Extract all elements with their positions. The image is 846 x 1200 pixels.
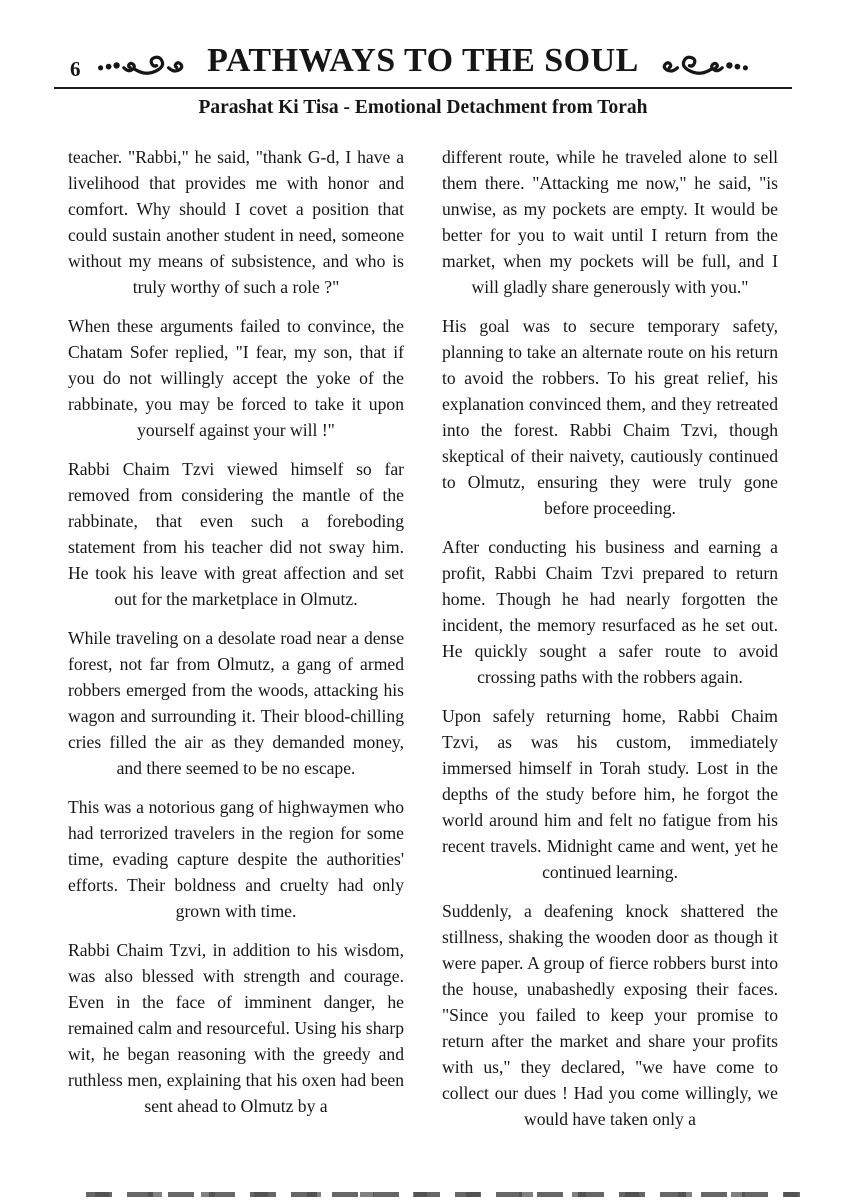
- text-columns: [0, 119, 846, 1145]
- paragraph: Suddenly, a deafening knock shattered the stillness, shaking the wooden door as though it were paper. A group of fierce robbers burst into the house, unabashedly exposing their faces. "Since you failed to keep your promise to return after the market and share your profits with us," they declared, "we have come to collect our dues ! Had you come willingly, we would have taken only a: [442, 901, 778, 1129]
- paragraph: After conducting his business and earning a profit, Rabbi Chaim Tzvi prepared to return home. Though he had nearly forgotten the incident, the memory resurfaced as he set out. He quickly sought a safer route to avoid crossing paths with the robbers again.: [442, 537, 778, 687]
- paragraph: This was a notorious gang of highwaymen who had terrorized travelers in the region for some time, evading capture despite the authorities' efforts. Their boldness and cruelty had only grown with time.: [68, 797, 404, 921]
- paragraph: Rabbi Chaim Tzvi, in addition to his wisdom, was also blessed with strength and courage. Even in the face of imminent danger, he remained calm and resourceful. Using his sharp wit, he began reasoning with the greedy and ruthless men, explaining that his oxen had been sent ahead to Olmutz by a: [68, 940, 404, 1116]
- paragraph: different route, while he traveled alone to sell them there. "Attacking me now," he said, "is unwise, as my pockets are empty. It would be better for you to wait until I return from the market, when my pockets will be full, and I will gladly share generously with you.": [442, 147, 778, 297]
- header-rule: [54, 87, 792, 89]
- chapter-subtitle: Parashat Ki Tisa - Emotional Detachment from Torah: [198, 97, 648, 118]
- book-title: PATHWAYS TO THE SOUL: [207, 42, 639, 79]
- title-row: [0, 0, 846, 80]
- paragraph: While traveling on a desolate road near a dense forest, not far from Olmutz, a gang of armed robbers emerged from the woods, attacking his wagon and surrounding it. Their blood-chilling cries filled the air as they demanded money, and there seemed to be no escape.: [68, 628, 404, 778]
- left-column: [68, 144, 404, 1145]
- page-header: [0, 0, 846, 119]
- right-column: [442, 144, 778, 1145]
- paragraph: Upon safely returning home, Rabbi Chaim Tzvi, as was his custom, immediately immersed himself in Torah study. Lost in the depths of the study before him, he forgot the world around him and felt no fatigue from his recent travels. Midnight came and went, yet he continued learning.: [442, 706, 778, 882]
- paragraph: His goal was to secure temporary safety, planning to take an alternate route on his return to avoid the robbers. To his great relief, his explanation convinced them, and they retreated into the forest. Rabbi Chaim Tzvi, though skeptical of their naivety, cautiously continued to Olmutz, ensuring they were truly gone before proceeding.: [442, 316, 778, 518]
- paragraph: Rabbi Chaim Tzvi viewed himself so far removed from considering the mantle of the rabbinate, that even such a foreboding statement from his teacher did not sway him. He took his leave with great affection and set out for the marketplace in Olmutz.: [68, 459, 404, 609]
- cutoff-line-remnant: [86, 1192, 800, 1197]
- paragraph: When these arguments failed to convince, the Chatam Sofer replied, "I fear, my son, that if you do not willingly accept the yoke of the rabbinate, you may be forced to take it upon yourself against your will !": [68, 316, 404, 440]
- scroll-flourish-right-icon: [647, 43, 751, 79]
- scroll-flourish-left-icon: [95, 43, 199, 79]
- page-number: 6: [70, 57, 81, 81]
- paragraph: teacher. "Rabbi," he said, "thank G-d, I have a livelihood that provides me with honor and comfort. Why should I covet a position that could sustain another student in need, someone without my means of subsistence, and who is truly worthy of such a role ?": [68, 147, 404, 297]
